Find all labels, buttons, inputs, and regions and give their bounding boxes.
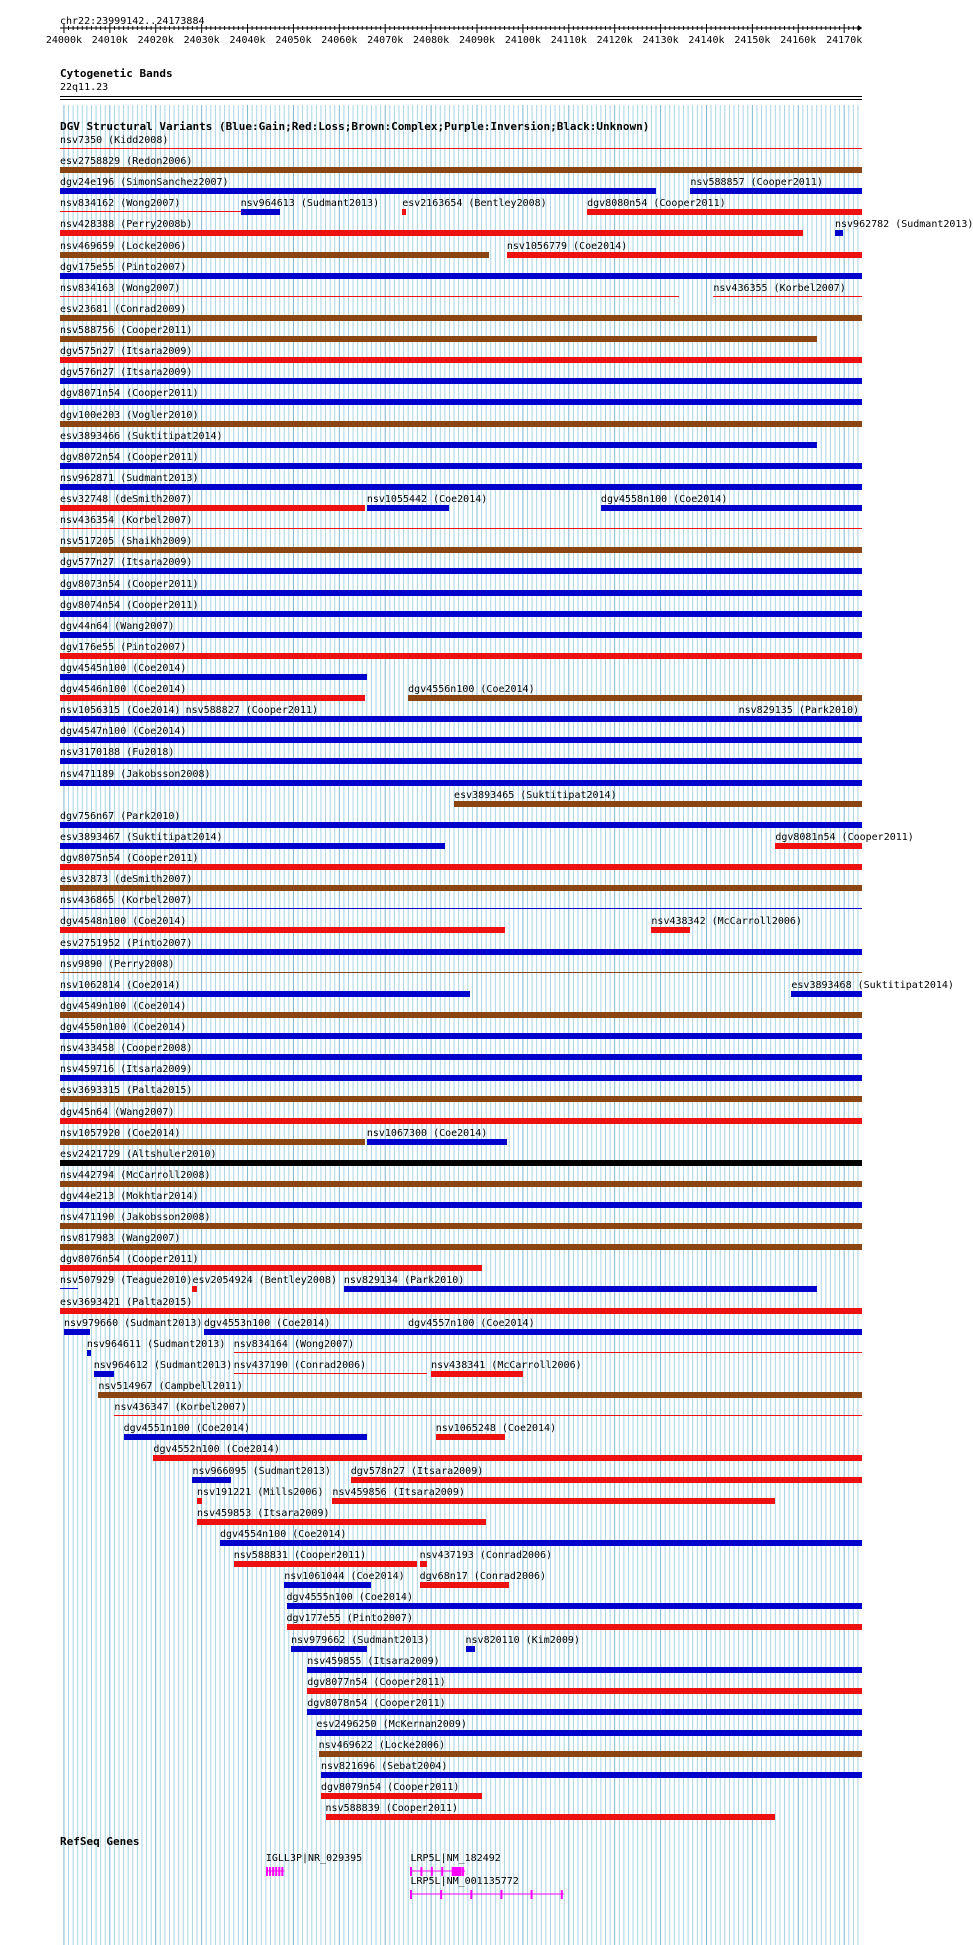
- variant-label[interactable]: dgv176e55 (Pinto2007): [60, 641, 187, 653]
- variant-bar-loss[interactable]: [114, 1415, 862, 1416]
- variant-bar-loss[interactable]: [507, 252, 862, 258]
- variant-label[interactable]: nsv834163 (Wong2007): [60, 282, 181, 294]
- variant-label[interactable]: nsv437190 (Conrad2006): [233, 1359, 367, 1371]
- variant-bar-gain[interactable]: [124, 1434, 367, 1440]
- variant-label[interactable]: dgv4556n100 (Coe2014): [408, 684, 535, 696]
- variant-bar-gain[interactable]: [60, 908, 862, 909]
- variant-label[interactable]: dgv4555n100 (Coe2014): [286, 1592, 413, 1604]
- variant-bar-loss[interactable]: [431, 1371, 523, 1377]
- variant-label[interactable]: nsv442794 (McCarroll2008): [60, 1169, 211, 1181]
- variant-label[interactable]: dgv8077n54 (Cooper2011): [307, 1676, 446, 1688]
- variant-label[interactable]: dgv4553n100 (Coe2014): [203, 1317, 331, 1329]
- variant-bar-gain[interactable]: [284, 1582, 371, 1588]
- gene-exon: [501, 1890, 503, 1899]
- variant-label[interactable]: nsv964611 (Sudmant2013): [86, 1338, 226, 1350]
- variant-label[interactable]: nsv438341 (McCarroll2006): [431, 1359, 582, 1371]
- dgv-track-title: DGV Structural Variants (Blue:Gain;Red:Loss;Brown:Complex;Purple:Inversion;Black:Unknown): [60, 120, 650, 133]
- variant-bar-loss[interactable]: [775, 843, 862, 849]
- ruler-tick-label: 24000k: [45, 35, 82, 46]
- variant-label[interactable]: nsv820110 (Kim2009): [465, 1634, 580, 1646]
- variant-bar-loss[interactable]: [307, 1688, 862, 1694]
- variant-bar-gain[interactable]: [60, 674, 367, 680]
- variant-bar-gain[interactable]: [60, 632, 862, 638]
- gene-exon: [442, 1867, 444, 1876]
- variant-label[interactable]: dgv756n67 (Park2010): [60, 810, 181, 822]
- variant-label[interactable]: dgv8074n54 (Cooper2011): [60, 599, 199, 611]
- variant-bar-gain[interactable]: [466, 1646, 475, 1652]
- variant-bar-loss[interactable]: [651, 927, 690, 933]
- variant-bar-complex[interactable]: [60, 972, 862, 973]
- ruler-arrow-icon: [858, 25, 862, 31]
- variant-label[interactable]: dgv8081n54 (Cooper2011): [775, 831, 914, 843]
- ruler-tick-label: 24100k: [504, 35, 541, 46]
- gene-exon: [421, 1867, 423, 1876]
- variant-bar-gain[interactable]: [60, 399, 862, 405]
- variant-bar-loss[interactable]: [60, 296, 679, 297]
- variant-label[interactable]: nsv459856 (Itsara2009): [332, 1486, 465, 1498]
- variant-bar-gain[interactable]: [192, 1477, 231, 1483]
- variant-label[interactable]: esv3893465 (Suktitipat2014): [454, 789, 617, 801]
- gene-exon: [441, 1890, 443, 1899]
- variant-label[interactable]: dgv8071n54 (Cooper2011): [60, 388, 199, 400]
- cytoband-track-title: Cytogenetic Bands: [60, 67, 173, 80]
- variant-label[interactable]: nsv471189 (Jakobsson2008): [60, 768, 211, 780]
- variant-label[interactable]: nsv1067300 (Coe2014): [366, 1127, 488, 1139]
- variant-bar-loss[interactable]: [60, 148, 862, 149]
- variant-bar-gain[interactable]: [64, 1329, 90, 1335]
- variant-bar-loss[interactable]: [60, 695, 365, 701]
- variant-label[interactable]: nsv433458 (Cooper2008): [60, 1043, 193, 1055]
- variant-bar-gain[interactable]: [94, 1371, 115, 1377]
- variant-label[interactable]: dgv577n27 (Itsara2009): [60, 557, 193, 569]
- variant-bar-gain[interactable]: [60, 949, 862, 955]
- ruler-tick-label: 24150k: [734, 35, 771, 46]
- variant-label[interactable]: nsv469659 (Locke2006): [60, 240, 187, 252]
- variant-bar-loss[interactable]: [60, 528, 862, 529]
- variant-bar-loss[interactable]: [60, 230, 803, 236]
- variant-label[interactable]: nsv438342 (McCarroll2006): [651, 916, 802, 928]
- variant-bar-complex[interactable]: [60, 252, 489, 258]
- variant-bar-loss[interactable]: [321, 1793, 482, 1799]
- variant-bar-gain[interactable]: [60, 737, 862, 743]
- variant-label[interactable]: esv2751952 (Pinto2007): [60, 937, 193, 949]
- variant-bar-loss[interactable]: [287, 1624, 862, 1630]
- variant-bar-loss[interactable]: [60, 1265, 482, 1271]
- variant-bar-complex[interactable]: [60, 1096, 862, 1102]
- variant-bar-complex[interactable]: [60, 167, 862, 173]
- cytoband-divider: [60, 99, 862, 100]
- variant-bar-gain[interactable]: [835, 230, 843, 236]
- variant-label[interactable]: nsv1055442 (Coe2014): [366, 494, 488, 506]
- variant-label[interactable]: nsv1062814 (Coe2014): [60, 979, 181, 991]
- ruler-tick-label: 24110k: [550, 35, 587, 46]
- variant-label[interactable]: nsv1061044 (Coe2014): [284, 1571, 405, 1583]
- variant-label[interactable]: nsv507929 (Teague2010): [60, 1275, 193, 1287]
- variant-bar-complex[interactable]: [60, 1223, 862, 1229]
- variant-bar-gain[interactable]: [316, 1730, 862, 1736]
- variant-label[interactable]: esv32873 (deSmith2007): [60, 874, 193, 886]
- variant-bar-complex[interactable]: [60, 1244, 862, 1250]
- variant-bar-loss[interactable]: [326, 1814, 776, 1820]
- variant-label[interactable]: dgv24e196 (SimonSanchez2007): [60, 177, 229, 189]
- variant-bar-gain[interactable]: [60, 590, 862, 596]
- variant-label[interactable]: esv2163654 (Bentley2008): [402, 198, 547, 210]
- variant-label[interactable]: dgv44n64 (Wang2007): [60, 620, 175, 632]
- variant-bar-loss[interactable]: [60, 864, 862, 870]
- ruler-location-label: chr22:23999142..24173884: [60, 16, 205, 27]
- variant-bar-gain[interactable]: [307, 1709, 862, 1715]
- variant-bar-gain[interactable]: [408, 1329, 862, 1335]
- variant-label[interactable]: esv2496250 (McKernan2009): [316, 1719, 467, 1730]
- variant-bar-complex[interactable]: [454, 801, 862, 807]
- variant-label[interactable]: nsv829134 (Park2010): [343, 1275, 465, 1287]
- variant-bar-loss[interactable]: [234, 1561, 418, 1567]
- gene-exon: [531, 1890, 533, 1899]
- variant-label[interactable]: dgv578n27 (Itsara2009): [350, 1465, 484, 1477]
- variant-bar-gain[interactable]: [690, 188, 862, 194]
- variant-bar-loss[interactable]: [197, 1519, 486, 1525]
- variant-bar-gain[interactable]: [367, 505, 450, 511]
- gene-exon: [275, 1867, 277, 1876]
- variant-bar-loss[interactable]: [420, 1582, 509, 1588]
- variant-label[interactable]: esv2421729 (Altshuler2010): [60, 1148, 217, 1160]
- gene-model[interactable]: [264, 1864, 288, 1880]
- variant-bar-gain[interactable]: [60, 568, 862, 574]
- variant-label[interactable]: nsv1065248 (Coe2014): [435, 1423, 557, 1435]
- variant-bar-gain[interactable]: [60, 1033, 862, 1039]
- variant-label[interactable]: dgv8080n54 (Cooper2011): [587, 198, 726, 210]
- gene-exon: [266, 1867, 268, 1876]
- variant-label[interactable]: dgv4550n100 (Coe2014): [60, 1022, 187, 1034]
- variant-label[interactable]: nsv962782 (Sudmant2013): [834, 219, 973, 231]
- variant-label[interactable]: dgv4552n100 (Coe2014): [153, 1444, 280, 1456]
- variant-label[interactable]: nsv834164 (Wong2007): [233, 1338, 355, 1350]
- variant-bar-loss[interactable]: [192, 1286, 197, 1292]
- variant-bar-complex[interactable]: [60, 547, 862, 553]
- variant-label[interactable]: nsv517205 (Shaikh2009): [60, 536, 193, 548]
- variant-bar-gain[interactable]: [291, 1646, 367, 1652]
- variant-label[interactable]: nsv834162 (Wong2007): [60, 198, 181, 210]
- variant-bar-gain[interactable]: [60, 378, 862, 384]
- variant-bar-loss[interactable]: [351, 1477, 862, 1483]
- variant-label[interactable]: nsv588857 (Cooper2011): [690, 177, 823, 189]
- variant-bar-loss[interactable]: [402, 209, 406, 215]
- ruler-tick-label: 24010k: [91, 35, 128, 46]
- variant-label[interactable]: dgv100e203 (Vogler2010): [60, 409, 199, 421]
- variant-bar-loss[interactable]: [332, 1498, 775, 1504]
- variant-bar-loss[interactable]: [587, 209, 862, 215]
- variant-label[interactable]: dgv175e55 (Pinto2007): [60, 261, 187, 273]
- gene-exon: [410, 1867, 412, 1876]
- variant-bar-gain[interactable]: [241, 209, 280, 215]
- variant-label[interactable]: nsv821696 (Sebat2004): [320, 1761, 448, 1773]
- variant-label[interactable]: nsv7350 (Kidd2008): [60, 135, 169, 146]
- variant-bar-gain[interactable]: [186, 716, 689, 722]
- variant-label[interactable]: nsv459855 (Itsara2009): [307, 1655, 440, 1667]
- variant-label[interactable]: nsv588756 (Cooper2011): [60, 325, 193, 337]
- gene-model[interactable]: [408, 1887, 568, 1903]
- variant-label[interactable]: nsv829135 (Park2010): [738, 705, 860, 717]
- variant-bar-gain[interactable]: [601, 505, 862, 511]
- variant-bar-gain[interactable]: [60, 484, 862, 490]
- gene-exon: [561, 1890, 563, 1899]
- gene-exon: [278, 1867, 280, 1876]
- variant-label[interactable]: nsv964613 (Sudmant2013): [240, 198, 380, 210]
- gene-exon: [410, 1890, 412, 1899]
- variant-bar-gain[interactable]: [60, 991, 470, 997]
- variant-bar-gain[interactable]: [60, 611, 862, 617]
- variant-bar-complex[interactable]: [60, 1181, 862, 1187]
- variant-label[interactable]: dgv576n27 (Itsara2009): [60, 367, 193, 379]
- variant-label[interactable]: nsv459853 (Itsara2009): [197, 1507, 330, 1519]
- variant-label[interactable]: nsv588831 (Cooper2011): [233, 1550, 367, 1562]
- variant-bar-gain[interactable]: [220, 1540, 862, 1546]
- variant-label[interactable]: dgv8075n54 (Cooper2011): [60, 853, 199, 865]
- variant-label[interactable]: dgv45n64 (Wang2007): [60, 1106, 175, 1118]
- variant-label[interactable]: dgv8078n54 (Cooper2011): [307, 1697, 446, 1709]
- gene-exon: [269, 1867, 271, 1876]
- variant-label[interactable]: esv3893467 (Suktitipat2014): [60, 831, 223, 843]
- variant-label[interactable]: esv23681 (Conrad2009): [60, 303, 187, 315]
- variant-label[interactable]: dgv8079n54 (Cooper2011): [320, 1782, 460, 1794]
- variant-bar-gain[interactable]: [367, 1139, 507, 1145]
- variant-bar-loss[interactable]: [60, 505, 365, 511]
- variant-label[interactable]: dgv4557n100 (Coe2014): [408, 1317, 535, 1329]
- variant-label[interactable]: dgv8072n54 (Cooper2011): [60, 451, 199, 463]
- variant-bar-gain[interactable]: [60, 780, 862, 786]
- gene-exon: [452, 1867, 462, 1876]
- variant-label[interactable]: dgv4551n100 (Coe2014): [123, 1423, 251, 1435]
- variant-label[interactable]: dgv44e213 (Mokhtar2014): [60, 1191, 199, 1202]
- ruler-tick-label: 24130k: [642, 35, 679, 46]
- variant-bar-gain[interactable]: [307, 1667, 862, 1673]
- variant-label[interactable]: dgv4546n100 (Coe2014): [60, 684, 187, 696]
- cytoband-label[interactable]: 22q11.23: [60, 82, 109, 93]
- ruler-tick-label: 24120k: [596, 35, 633, 46]
- gene-exon: [431, 1867, 433, 1876]
- variant-bar-loss[interactable]: [60, 927, 505, 933]
- variant-label[interactable]: dgv177e55 (Pinto2007): [286, 1613, 413, 1625]
- variant-bar-loss[interactable]: [60, 1308, 862, 1314]
- variant-bar-gain[interactable]: [60, 1288, 78, 1289]
- variant-label[interactable]: nsv459716 (Itsara2009): [60, 1064, 193, 1076]
- ruler-tick-label: 24070k: [367, 35, 404, 46]
- variant-label[interactable]: esv3693315 (Palta2015): [60, 1085, 193, 1097]
- ruler-tick-label: 24030k: [183, 35, 220, 46]
- variant-label[interactable]: dgv4558n100 (Coe2014): [600, 494, 728, 506]
- variant-label[interactable]: nsv588827 (Cooper2011): [185, 705, 319, 717]
- variant-label[interactable]: esv2054924 (Bentley2008): [192, 1275, 337, 1287]
- variant-bar-loss[interactable]: [153, 1455, 862, 1461]
- variant-bar-gain[interactable]: [60, 758, 862, 764]
- variant-label[interactable]: nsv1056779 (Coe2014): [506, 240, 628, 252]
- variant-label[interactable]: nsv514967 (Campbell2011): [98, 1381, 243, 1393]
- ruler-tick-label: 24040k: [229, 35, 266, 46]
- variant-bar-gain[interactable]: [60, 843, 445, 849]
- variant-label[interactable]: dgv575n27 (Itsara2009): [60, 346, 193, 358]
- variant-label[interactable]: nsv964612 (Sudmant2013): [93, 1359, 233, 1371]
- variant-label[interactable]: nsv469622 (Locke2006): [318, 1740, 446, 1752]
- variant-label[interactable]: nsv966095 (Sudmant2013): [192, 1465, 331, 1477]
- variant-label[interactable]: esv2758829 (Redon2006): [60, 156, 193, 168]
- variant-label[interactable]: dgv4554n100 (Coe2014): [219, 1528, 347, 1540]
- variant-label[interactable]: nsv817983 (Wang2007): [60, 1233, 181, 1245]
- variant-label[interactable]: nsv436355 (Korbel2007): [713, 282, 846, 294]
- variant-bar-loss[interactable]: [234, 1352, 862, 1353]
- variant-label[interactable]: esv3893468 (Suktitipat2014): [791, 979, 954, 991]
- variant-label[interactable]: nsv979662 (Sudmant2013): [291, 1634, 430, 1646]
- variant-label[interactable]: nsv437193 (Conrad2006): [419, 1550, 553, 1562]
- variant-bar-gain[interactable]: [739, 716, 753, 722]
- variant-bar-complex[interactable]: [60, 1012, 862, 1018]
- variant-bar-loss[interactable]: [60, 653, 862, 659]
- variant-label[interactable]: nsv3170188 (Fu2018): [60, 747, 175, 759]
- variant-bar-complex[interactable]: [60, 336, 817, 342]
- variant-bar-gain[interactable]: [60, 188, 656, 194]
- variant-label[interactable]: esv32748 (deSmith2007): [60, 494, 193, 506]
- variant-label[interactable]: dgv4545n100 (Coe2014): [60, 663, 187, 674]
- ruler-tick-label: 24020k: [137, 35, 174, 46]
- variant-bar-gain[interactable]: [60, 1202, 862, 1208]
- variant-label[interactable]: nsv979660 (Sudmant2013): [63, 1317, 203, 1329]
- variant-bar-gain[interactable]: [60, 442, 817, 448]
- variant-bar-complex[interactable]: [60, 1139, 365, 1145]
- variant-bar-gain[interactable]: [60, 1075, 862, 1081]
- variant-bar-gain[interactable]: [60, 463, 862, 469]
- variant-label[interactable]: esv3693421 (Palta2015): [60, 1296, 193, 1308]
- variant-bar-loss[interactable]: [420, 1561, 427, 1567]
- ruler-tick-label: 24090k: [458, 35, 496, 46]
- variant-label[interactable]: nsv962871 (Sudmant2013): [60, 472, 199, 484]
- gene-exon: [281, 1867, 283, 1876]
- variant-label[interactable]: nsv428388 (Perry2008b): [60, 219, 193, 231]
- variant-label[interactable]: nsv471190 (Jakobsson2008): [60, 1212, 211, 1224]
- variant-bar-loss[interactable]: [234, 1373, 427, 1374]
- variant-label[interactable]: dgv8073n54 (Cooper2011): [60, 578, 199, 590]
- variant-bar-complex[interactable]: [319, 1751, 862, 1757]
- variant-bar-complex[interactable]: [60, 421, 862, 427]
- variant-bar-gain[interactable]: [60, 1054, 862, 1060]
- ruler-tick-label: 24140k: [688, 35, 725, 46]
- variant-label[interactable]: nsv191221 (Mills2006): [197, 1486, 324, 1498]
- refseq-track-title: RefSeq Genes: [60, 1835, 140, 1848]
- gene-exon: [463, 1867, 465, 1876]
- variant-bar-gain[interactable]: [791, 991, 862, 997]
- gene-exon: [272, 1867, 274, 1876]
- gene-label[interactable]: LRP5L|NM_001135772: [410, 1876, 519, 1887]
- variant-bar-complex[interactable]: [60, 885, 862, 891]
- gene-label[interactable]: LRP5L|NM_182492: [410, 1853, 501, 1864]
- ruler-tick-label: 24170k: [826, 35, 863, 46]
- variant-label[interactable]: nsv9890 (Perry2008): [60, 958, 175, 970]
- variant-bar-gain[interactable]: [87, 1350, 92, 1356]
- variant-bar-unknown[interactable]: [60, 1160, 862, 1166]
- ruler-tick-label: 24080k: [413, 35, 450, 46]
- variant-bar-gain[interactable]: [60, 822, 862, 828]
- variant-label[interactable]: dgv4547n100 (Coe2014): [60, 726, 187, 738]
- variant-label[interactable]: nsv436865 (Korbel2007): [60, 895, 193, 907]
- variant-bar-loss[interactable]: [60, 1118, 862, 1124]
- variant-label[interactable]: dgv8076n54 (Cooper2011): [60, 1254, 199, 1266]
- variant-bar-loss[interactable]: [197, 1498, 202, 1504]
- variant-bar-gain[interactable]: [321, 1772, 862, 1778]
- ruler-tick-label: 24050k: [275, 35, 312, 46]
- gene-exon: [471, 1890, 473, 1899]
- variant-bar-complex[interactable]: [408, 695, 862, 701]
- variant-label[interactable]: dgv4549n100 (Coe2014): [60, 1000, 187, 1012]
- ruler-tick-label: 24160k: [780, 35, 817, 46]
- variant-bar-loss[interactable]: [713, 296, 862, 297]
- variant-label[interactable]: esv3893466 (Suktitipat2014): [60, 430, 223, 442]
- variant-bar-loss[interactable]: [436, 1434, 505, 1440]
- variant-label[interactable]: nsv1056315 (Coe2014): [60, 705, 181, 717]
- variant-bar-loss[interactable]: [60, 357, 862, 363]
- variant-bar-gain[interactable]: [344, 1286, 817, 1292]
- variant-bar-complex[interactable]: [60, 315, 862, 321]
- coordinate-ruler[interactable]: [0, 0, 890, 60]
- variant-label[interactable]: nsv436347 (Korbel2007): [114, 1402, 247, 1414]
- gene-label[interactable]: IGLL3P|NR_029395: [265, 1853, 363, 1864]
- ruler-tick-label: 24060k: [321, 35, 358, 46]
- variant-bar-gain[interactable]: [287, 1603, 862, 1609]
- variant-label[interactable]: dgv4548n100 (Coe2014): [60, 916, 187, 928]
- variant-label[interactable]: nsv436354 (Korbel2007): [60, 515, 193, 527]
- variant-bar-gain[interactable]: [60, 273, 862, 279]
- variant-label[interactable]: nsv1057920 (Coe2014): [60, 1127, 181, 1139]
- variant-label[interactable]: nsv588839 (Cooper2011): [325, 1803, 458, 1815]
- variant-bar-complex[interactable]: [98, 1392, 862, 1398]
- cytoband-divider: [60, 96, 862, 97]
- variant-bar-loss[interactable]: [60, 211, 241, 212]
- variant-label[interactable]: dgv68n17 (Conrad2006): [419, 1571, 547, 1583]
